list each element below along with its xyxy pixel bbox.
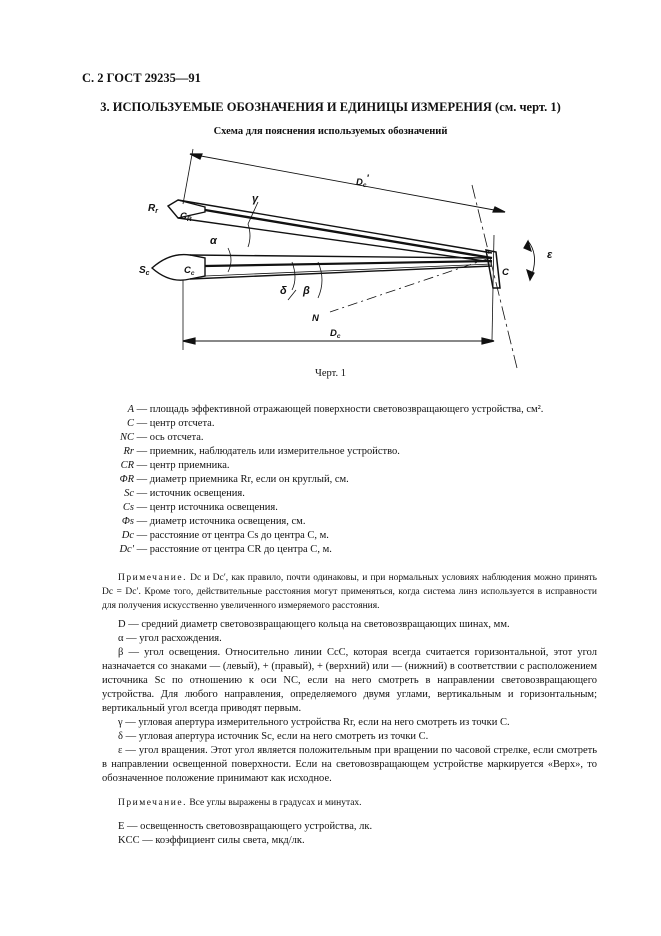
paragraph: γ — угловая апертура измерительного устройства Rr, если на него смотреть из точки C. — [118, 717, 510, 728]
paragraphs — [102, 618, 597, 786]
paragraph: ε — угол вращения. Этот угол является положительным при вращении по часовой стрелке, если смотреть в направлении освещенной поверхности. Если на световозвращающем устройстве маркируется «Верх», то обозначенное положение принимают как исходное. — [102, 745, 597, 784]
label-delta: δ — [280, 285, 287, 297]
term-row — [102, 487, 597, 501]
term-row — [102, 501, 597, 515]
term-symbol: Dc′ — [119, 544, 134, 555]
term-symbol: Φs — [121, 516, 134, 527]
paragraph: α — угол расхождения. — [118, 633, 222, 644]
label-axis-N: N — [312, 313, 319, 324]
term-row — [102, 445, 597, 459]
note-2: Примечание. Все углы выражены в градусах и минутах. — [118, 798, 362, 808]
term-symbol: CR — [120, 460, 134, 471]
label-beta: β — [303, 285, 310, 297]
label-distance-Dc-prime: $D_c'$ — [356, 173, 369, 189]
paragraph: β — угол освещения. Относительно линии CcC, которая всегда считается горизонтальной, этот угол назначается со знаками — (левый), + (правый), + (верхний) или — (нижний) в соответствии с расположением источника Sc по отношению к оси NC, если на него смотреть в направлении световозвращающего устройства. Для любого направления, определяемого двумя углами, вертикальным и горизонтальным; вертикальный угол всегда приводят первым. — [102, 647, 597, 714]
term-text: — расстояние от центра Cs до центра C, м. — [134, 530, 329, 541]
tail-term: E — освещенность световозвращающего устройства, лк. — [118, 821, 373, 832]
term-row — [102, 529, 597, 543]
term-row — [102, 403, 597, 417]
tail-term: KCC — коэффициент силы света, мкд/лк. — [118, 835, 305, 846]
paragraph: δ — угловая апертура источник Sc, если на него смотреть из точки C. — [118, 731, 429, 742]
term-symbol: Dc — [121, 530, 134, 541]
term-row — [102, 515, 597, 529]
term-text: — расстояние от центра CR до центра C, м. — [134, 544, 332, 555]
label-gamma: γ — [252, 193, 259, 205]
term-symbol: ΦR — [119, 474, 134, 485]
terms-list — [102, 403, 597, 557]
figure-caption: Черт. 1 — [315, 368, 346, 379]
term-text: — приемник, наблюдатель или измерительное устройство. — [134, 446, 400, 457]
label-source-center: $C_c$ — [184, 265, 195, 277]
term-row — [102, 459, 597, 473]
term-row — [102, 431, 597, 445]
term-row — [102, 543, 597, 557]
term-text: — центр источника освещения. — [134, 502, 278, 513]
term-text: — ось отсчета. — [134, 432, 204, 443]
term-text: — диаметр приемника Rr, если он круглый, см. — [134, 474, 349, 485]
term-symbol: C — [126, 418, 134, 429]
note-1: Примечание. Dc и Dc′, как правило, почти одинаковы, и при нормальных условиях наблюдения можно принять Dc = Dc′. Кроме того, действительные расстояния могут применяться, когда система линз используется в исправности для получения искусственно увеличенного измеряемого расстояния. — [102, 573, 597, 611]
term-symbol: A — [127, 404, 134, 415]
label-distance-Dc: $D_c$ — [330, 328, 341, 340]
label-receiver: $R_r$ — [148, 203, 158, 215]
term-text: — центр отсчета. — [134, 418, 215, 429]
diagram-title: Схема для пояснения используемых обозначений — [213, 126, 448, 137]
term-text: — диаметр источника освещения, см. — [134, 516, 306, 527]
term-symbol: NC — [119, 432, 134, 443]
term-symbol: Rr — [123, 446, 134, 457]
term-text: — площадь эффективной отражающей поверхности световозвращающего устройства, см². — [134, 404, 544, 415]
term-text: — источник освещения. — [134, 488, 245, 499]
definitions — [102, 403, 597, 848]
label-source: $S_c$ — [139, 265, 150, 277]
label-center-C: C — [502, 267, 509, 278]
term-row — [102, 473, 597, 487]
label-alpha: α — [210, 235, 217, 247]
retroreflector-diagram — [0, 140, 661, 370]
page-header: С. 2 ГОСТ 29235—91 — [82, 71, 201, 85]
label-epsilon: ε — [547, 249, 553, 261]
tail-terms — [102, 820, 597, 848]
term-symbol: Cs — [122, 502, 134, 513]
section-title: 3. ИСПОЛЬЗУЕМЫЕ ОБОЗНАЧЕНИЯ И ЕДИНИЦЫ ИЗМЕРЕНИЯ (см. черт. 1) — [100, 100, 561, 114]
paragraph: D — средний диаметр световозвращающего кольца на световозвращающих шинах, мм. — [118, 619, 510, 630]
term-row — [102, 417, 597, 431]
term-symbol: Sc — [124, 488, 134, 499]
term-text: — центр приемника. — [134, 460, 230, 471]
label-receiver-center: $C_R$ — [180, 211, 192, 223]
